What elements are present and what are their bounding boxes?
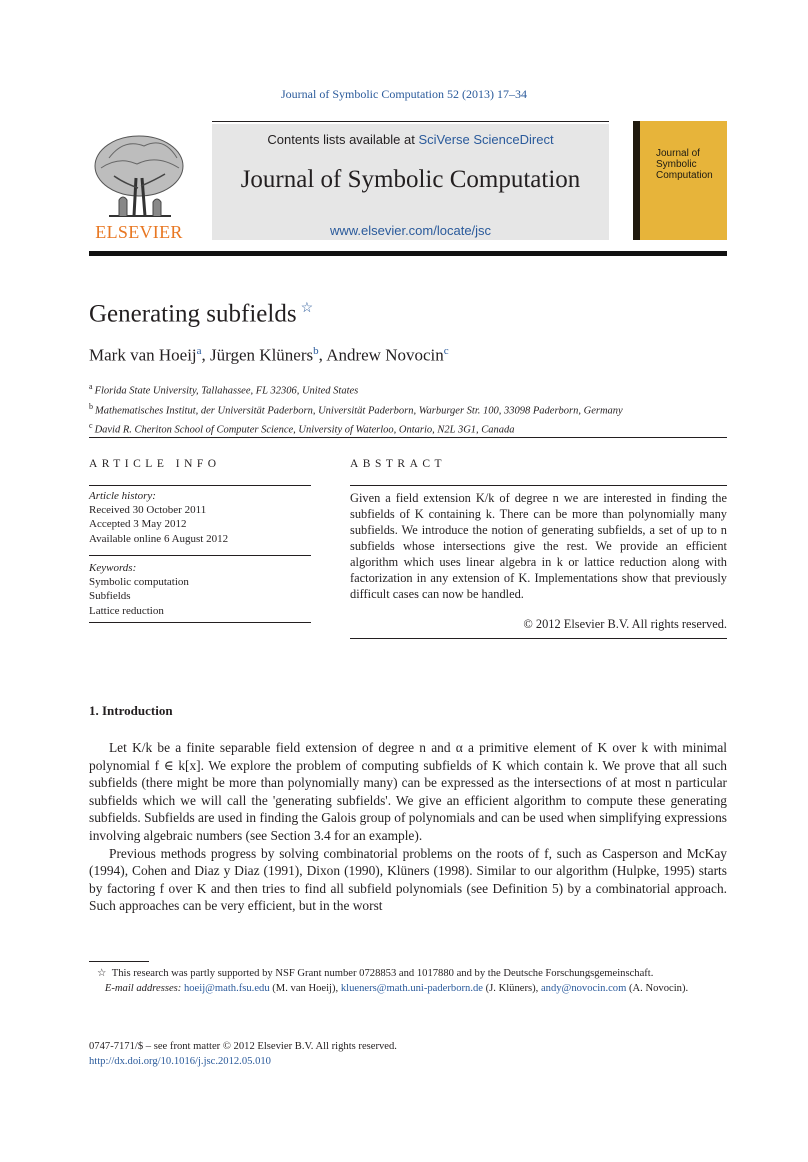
affiliation-mark: a	[89, 382, 93, 391]
cover-title: Journal of Symbolic Computation	[656, 148, 713, 181]
divider	[350, 485, 727, 486]
front-matter	[89, 1039, 727, 1069]
paragraph: Previous methods progress by solving combinatorial problems on the roots of f, such as Casperson and McKay (1994), Cohen and Diaz y Diaz (1991), Dixon (1990), Klüners (1998). Similar to our algorithm (Hulpke, 1995) starts by factoring f over K and then tries to find all subfield polynomials (see Definition 5) by a combinatorial approach. Such approaches can be very efficient, but in the worst	[89, 845, 727, 914]
divider	[89, 485, 311, 486]
email-footnote	[89, 981, 727, 996]
footnotes	[89, 966, 727, 996]
publisher-name: ELSEVIER	[95, 222, 183, 242]
abstract-heading: ABSTRACT	[350, 458, 447, 470]
title-footnote-star-icon[interactable]: ☆	[300, 301, 314, 316]
front-matter-text: 0747-7171/$ – see front matter © 2012 Elsevier B.V. All rights reserved.	[89, 1041, 397, 1052]
article-info-heading: ARTICLE INFO	[89, 458, 221, 470]
contents-prefix: Contents lists available at	[267, 132, 419, 147]
email-link[interactable]: andy@novocin.com	[540, 983, 627, 994]
email-owner: (J. Klüners),	[485, 983, 539, 994]
author-affil-link[interactable]: c	[443, 345, 449, 357]
divider	[89, 555, 311, 556]
introduction-body	[89, 739, 727, 915]
article-title-text: Generating subfields	[89, 300, 297, 328]
contents-line	[212, 132, 609, 147]
author-affil-link[interactable]: a	[196, 345, 202, 357]
affiliation-text: Florida State University, Tallahassee, FL 32306, United States	[94, 385, 359, 397]
history-item: Accepted 3 May 2012	[89, 518, 187, 531]
affiliation-text: David R. Cheriton School of Computer Science, University of Waterloo, Ontario, N2L 3G1, Canada	[94, 424, 515, 436]
keyword-item: Symbolic computation	[89, 576, 189, 589]
divider	[350, 638, 727, 639]
abstract-text: Given a field extension K/k of degree n we are interested in finding the subfields of K containing k. There can be more than polynomially many subfields. We introduce the notion of generating subfields, a set of up to n subfields whose intersections give the rest. We provide an efficient algorithm which uses linear algebra in k or lattice reduction along with factorization in any extension of K. Implementations show that previously difficult cases can now be handled.	[350, 491, 727, 601]
history-label: Article history:	[89, 490, 156, 502]
affiliation-item	[89, 418, 623, 438]
funding-text: This research was partly supported by NSF Grant number 0728853 and 1017880 and by the Deutsche Forschungsgemeinschaft.	[111, 968, 654, 979]
email-owner: (M. van Hoeij),	[272, 983, 339, 994]
funding-footnote	[89, 966, 727, 981]
affiliations	[89, 379, 623, 438]
footnote-star-icon: ☆	[96, 968, 107, 979]
author-name: Jürgen Klüners	[210, 345, 314, 365]
affiliation-item	[89, 399, 623, 419]
abstract-copyright: © 2012 Elsevier B.V. All rights reserved.	[523, 617, 727, 631]
footnote-rule	[89, 961, 149, 962]
history-item: Received 30 October 2011	[89, 504, 207, 517]
sciencedirect-link[interactable]: SciVerse ScienceDirect	[418, 132, 554, 147]
article-history	[89, 489, 228, 546]
keyword-item: Subfields	[89, 590, 131, 603]
keywords	[89, 561, 189, 618]
banner-rule	[212, 121, 609, 122]
paragraph: Let K/k be a finite separable field extension of degree n and α a primitive element of K over k with minimal polynomial f ∈ k[x]. We explore the problem of computing subfields of K which contain k. We prove that all such subfields (there might be more than polynomially many) can be expressed as the intersections of at most n particular subfields which we will call the 'generating subfields'. We give an efficient algorithm to compute these generating subfields. Subfields are used in finding the Galois group of polynomials and can be used when simplifying expressions involving algebraic numbers (see Section 3.4 for an example).	[89, 740, 727, 843]
journal-cover-image	[633, 121, 727, 240]
keywords-label: Keywords:	[89, 562, 137, 574]
affiliation-mark: b	[89, 401, 93, 411]
journal-title: Journal of Symbolic Computation	[240, 166, 581, 193]
header-thick-rule	[89, 251, 727, 256]
email-owner: (A. Novocin).	[629, 983, 689, 994]
email-label: E-mail addresses:	[104, 983, 182, 994]
history-item: Available online 6 August 2012	[89, 532, 229, 545]
affiliation-text: Mathematisches Institut, der Universität Paderborn, Universität Paderborn, Warburger Str. 100, 33098 Paderborn, Germany	[95, 405, 623, 416]
journal-url-link[interactable]: www.elsevier.com/locate/jsc	[329, 223, 492, 238]
section-heading-introduction: 1. Introduction	[89, 703, 173, 718]
affiliation-mark: c	[89, 421, 93, 430]
affiliation-item	[89, 379, 623, 399]
author-name: Andrew Novocin	[326, 345, 444, 365]
divider	[89, 437, 727, 438]
author-list: Mark van Hoeij$^a$, Jürgen Klüners$^b$, Andrew Novocin$^c$	[89, 345, 449, 365]
divider	[89, 622, 311, 623]
author-affil-link[interactable]: b	[313, 345, 319, 357]
keyword-item: Lattice reduction	[89, 604, 164, 617]
email-link[interactable]: klueners@math.uni-paderborn.de	[340, 983, 483, 994]
author-name: Mark van Hoeij	[89, 345, 197, 365]
email-link[interactable]: hoeij@math.fsu.edu	[183, 983, 270, 994]
running-head[interactable]: Journal of Symbolic Computation 52 (2013) 17–34	[281, 87, 527, 101]
doi-link[interactable]: http://dx.doi.org/10.1016/j.jsc.2012.05.010	[89, 1056, 271, 1067]
article-title	[89, 300, 313, 328]
